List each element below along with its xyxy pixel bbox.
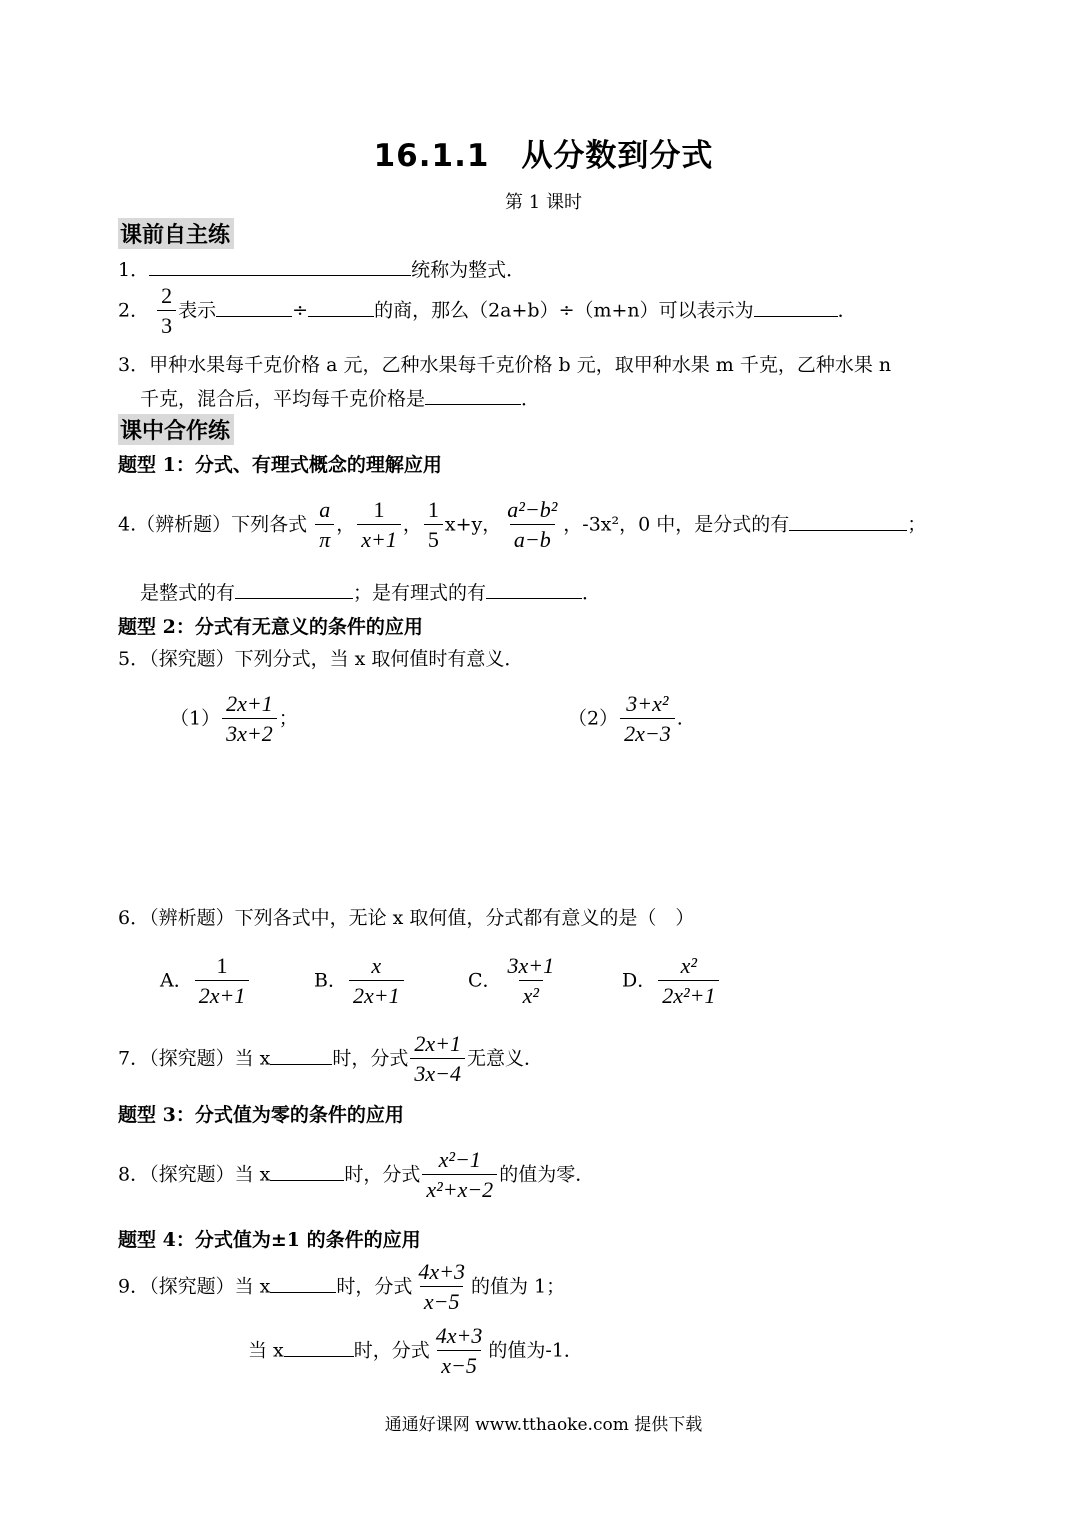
q5-p2-num: 3+x² — [626, 691, 669, 716]
q2-number: 2． — [118, 299, 150, 322]
q6-c-num: 3x+1 — [507, 953, 555, 978]
q7-b: 时，分式 — [332, 1047, 409, 1070]
q2-text-3: 的商，那么（2a+b）÷（m+n）可以表示为 — [374, 299, 754, 322]
q3-blank[interactable] — [425, 384, 521, 405]
question-8 — [118, 1146, 594, 1205]
q9-b2: 时，分式 — [353, 1339, 430, 1362]
q8-b: 时，分式 — [344, 1163, 421, 1186]
question-type-4: 题型 4：分式值为±1 的条件的应用 — [118, 1229, 421, 1251]
question-7 — [118, 1030, 543, 1089]
q4-f3-tail: x+y， — [444, 513, 502, 536]
q9-num-1: 4x+3 — [418, 1259, 465, 1284]
question-type-2: 题型 2：分式有无意义的条件的应用 — [118, 616, 423, 638]
q2-blank-2[interactable] — [308, 296, 374, 317]
q6-d-num: x² — [680, 953, 698, 978]
q4-f4-num: a²−b² — [507, 497, 558, 522]
q3-end: ． — [521, 388, 541, 410]
section-pre-class: 课前自主练 — [118, 218, 234, 249]
q3-text: 千克，混合后，平均每千克价格是 — [140, 388, 426, 410]
question-9 — [118, 1258, 565, 1317]
question-9-line-2 — [248, 1322, 583, 1381]
q6-c-fraction — [504, 952, 559, 1011]
q4-fraction-4 — [503, 496, 561, 555]
q6-c-den: x² — [519, 980, 543, 1011]
q4-fraction-1 — [315, 496, 334, 555]
q2-blank-1[interactable] — [216, 296, 292, 317]
q2-blank-3[interactable] — [754, 296, 838, 317]
q9-den-1: x−5 — [420, 1286, 464, 1317]
question-6: 6．（辨析题）下列各式中，无论 x 取何值，分式都有意义的是（ ） — [118, 907, 695, 929]
q4-blank-3[interactable] — [486, 578, 582, 599]
q5-p2-fraction — [620, 690, 675, 749]
q5-part-1 — [170, 690, 298, 749]
q9-den-2: x−5 — [437, 1350, 481, 1381]
q8-num: x²−1 — [438, 1147, 481, 1172]
q6-a-fraction — [195, 952, 250, 1011]
q6-c-label: C． — [468, 969, 502, 992]
page-footer: 通通好课网 www.tthaoke.com 提供下载 — [384, 1415, 703, 1435]
q8-c: 的值为零． — [499, 1163, 595, 1186]
q5-p1-tail: ； — [278, 707, 298, 730]
q6-a-num: 1 — [216, 953, 228, 978]
section-in-class: 课中合作练 — [118, 414, 234, 445]
lesson-subtitle: 第 1 课时 — [505, 192, 582, 213]
q6-option-b[interactable] — [314, 952, 406, 1011]
q7-num: 2x+1 — [414, 1031, 461, 1056]
q4-f1-den: π — [315, 524, 334, 555]
q7-fraction — [410, 1030, 465, 1089]
q9-a2: 当 x — [248, 1339, 284, 1362]
q6-option-d[interactable] — [622, 952, 721, 1011]
question-5: 5．（探究题）下列分式，当 x 取何值时有意义． — [118, 648, 524, 670]
q4-f2-num: 1 — [373, 497, 385, 522]
q1-blank[interactable] — [149, 255, 411, 276]
q4-blank-2[interactable] — [235, 578, 353, 599]
q9-num-2: 4x+3 — [435, 1323, 483, 1348]
q9-fraction-1 — [414, 1258, 469, 1317]
question-type-3: 题型 3：分式值为零的条件的应用 — [118, 1104, 404, 1126]
question-4: 4.（辨析题）下列各式 $\frac{a}{\pi}$ ， $\frac{1}{x+1}$ ， $\frac{1}{5}$ x+y， $\frac{\text{a²−b²}}{a-b}$ ，-3x²，0 中，是分式的有 ； — [118, 496, 926, 555]
q6-d-den: 2x²+1 — [658, 980, 719, 1011]
q2-text-4: ． — [837, 299, 857, 322]
q5-p1-label: （1） — [170, 707, 221, 730]
q4-f4-den: a−b — [510, 524, 555, 555]
q4-f1-num: a — [319, 497, 331, 522]
question-4-line-2 — [140, 578, 601, 605]
q5-p2-den: 2x−3 — [620, 718, 675, 749]
q6-b-den: 2x+1 — [349, 980, 404, 1011]
q2-frac-num: 2 — [161, 283, 173, 308]
q9-a: 9．（探究题）当 x — [118, 1275, 271, 1298]
question-3-line-1: 3．甲种水果每千克价格 a 元，乙种水果每千克价格 b 元，取甲种水果 m 千克，乙种水果 n — [118, 354, 892, 376]
q4-f3-den: 5 — [424, 524, 443, 555]
q5-p1-num: 2x+1 — [226, 691, 273, 716]
q4-l2a: 是整式的有 — [140, 582, 236, 604]
q6-b-label: B． — [314, 969, 347, 992]
q6-option-c[interactable] — [468, 952, 560, 1011]
question-type-1: 题型 1：分式、有理式概念的理解应用 — [118, 454, 442, 476]
q9-c2: 的值为-1． — [488, 1339, 583, 1362]
q2-fraction — [157, 282, 176, 341]
q6-a-label: A． — [160, 969, 193, 992]
q6-d-label: D． — [622, 969, 657, 992]
q5-part-2 — [568, 690, 683, 749]
q6-b-num: x — [371, 953, 382, 978]
q6-d-fraction — [658, 952, 719, 1011]
question-3-line-2 — [140, 384, 540, 411]
q4-tail: ，-3x²，0 中，是分式的有 — [563, 513, 790, 536]
q4-fraction-3 — [424, 496, 443, 555]
q9-c: 的值为 1； — [470, 1275, 566, 1298]
q8-a: 8．（探究题）当 x — [118, 1163, 271, 1186]
q9-blank-1[interactable] — [270, 1272, 336, 1293]
q6-b-fraction — [349, 952, 404, 1011]
q4-blank-1[interactable] — [789, 510, 907, 531]
q4-l2c: ． — [582, 582, 602, 604]
q7-blank[interactable] — [270, 1044, 332, 1065]
q9-fraction-2 — [432, 1322, 487, 1381]
q9-b: 时，分式 — [336, 1275, 413, 1298]
q2-text-2: ÷ — [292, 299, 309, 322]
q4-semicolon: ； — [907, 513, 927, 536]
q2-frac-den: 3 — [157, 310, 176, 341]
page-title: 16.1.1 从分数到分式 — [373, 138, 714, 174]
q2-text-1: 表示 — [178, 299, 217, 322]
q8-blank[interactable] — [270, 1160, 344, 1181]
q4-f2-den: x+1 — [357, 524, 401, 555]
q7-den: 3x−4 — [410, 1058, 465, 1089]
q5-p2-label: （2） — [568, 707, 619, 730]
q4-lead: 4.（辨析题）下列各式 — [118, 513, 308, 536]
q6-a-den: 2x+1 — [195, 980, 250, 1011]
q1-text: 统称为整式． — [411, 259, 526, 281]
q4-fraction-2 — [357, 496, 401, 555]
q5-p1-den: 3x+2 — [222, 718, 277, 749]
q8-den: x²+x−2 — [422, 1174, 497, 1205]
q1-number: 1． — [118, 259, 150, 281]
question-1 — [118, 255, 525, 282]
q4-l2b: ；是有理式的有 — [353, 582, 487, 604]
question-2 — [118, 282, 857, 341]
q5-p1-fraction — [222, 690, 277, 749]
q8-fraction — [422, 1146, 497, 1205]
q9-blank-2[interactable] — [284, 1336, 354, 1357]
q5-p2-tail: . — [676, 707, 683, 730]
q4-f3-num: 1 — [427, 497, 439, 522]
q7-c: 无意义． — [466, 1047, 543, 1070]
q7-a: 7．（探究题）当 x — [118, 1047, 271, 1070]
q6-option-a[interactable] — [160, 952, 251, 1011]
